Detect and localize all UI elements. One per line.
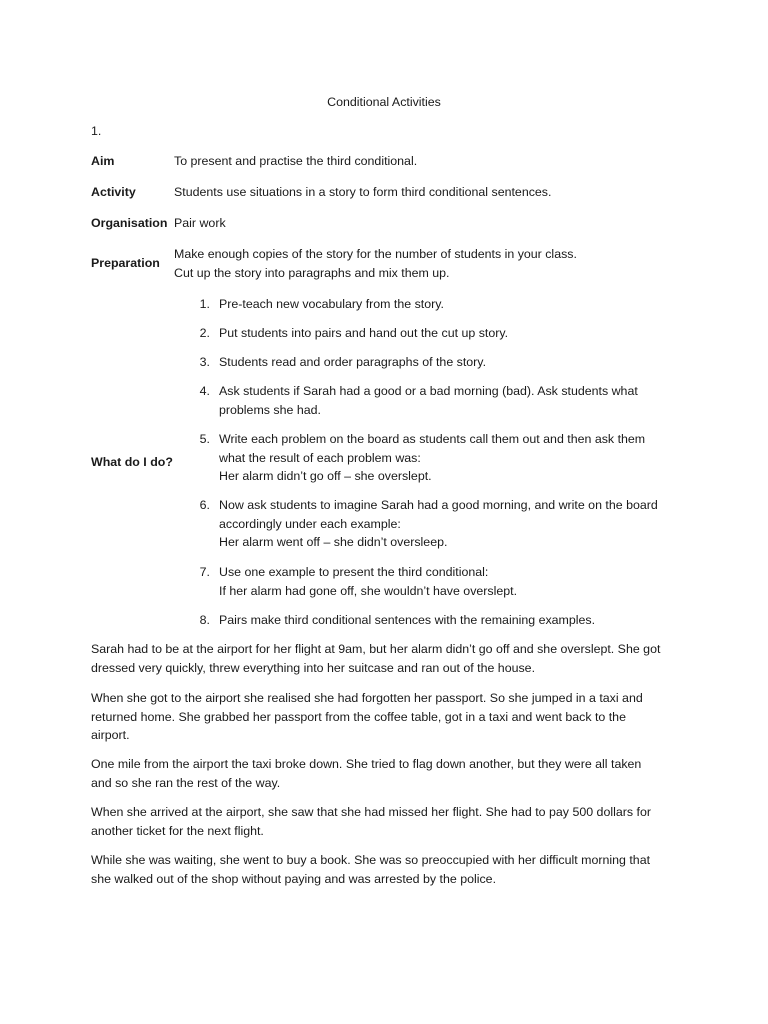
step-line: Put students into pairs and hand out the cut up story. [219,326,509,340]
step-line: Pre-teach new vocabulary from the story. [219,297,444,311]
step-line: Her alarm went off – she didn’t oversleep. [219,535,448,549]
story-line: One mile from the airport the taxi broke down. She tried to flag down another, but they were all taken [91,757,642,771]
section-number: 1. [91,124,102,138]
story-line: another ticket for the next flight. [91,823,264,838]
step-text [219,353,689,372]
step-number: 5. [199,432,210,446]
story-line: she walked out of the shop without paying and was arrested by the police. [91,871,497,886]
step-number: 3. [199,355,210,369]
story-paragraph [91,640,691,677]
story-line: returned home. She grabbed her passport from the coffee table, got in a taxi and went back to the [91,709,626,724]
step-number: 1. [199,297,210,311]
aim-label: Aim [91,154,115,168]
story-line: When she arrived at the airport, she saw that she had missed her flight. She had to pay 500 dollars for [91,805,651,819]
what-do-i-do-label: What do I do? [91,455,173,469]
step-line: Now ask students to imagine Sarah had a good morning, and write on the board [219,498,658,512]
step-text [219,382,689,419]
organisation-label: Organisation [91,216,168,230]
step-line: Pairs make third conditional sentences with the remaining examples. [219,613,596,627]
step-line: Her alarm didn’t go off – she overslept. [219,469,432,483]
step-number: 4. [199,384,210,398]
preparation-line: Cut up the story into paragraphs and mix them up. [174,265,450,280]
step-number: 6. [199,498,210,512]
step-text [219,324,689,343]
preparation-label: Preparation [91,256,160,270]
preparation-line: Make enough copies of the story for the number of students in your class. [174,247,577,261]
activity-text: Students use situations in a story to form third conditional sentences. [174,185,552,199]
step-line: accordingly under each example: [219,516,401,531]
story-paragraph [91,803,691,840]
step-line: Ask students if Sarah had a good or a bad morning (bad). Ask students what [219,384,638,398]
story-line: Sarah had to be at the airport for her flight at 9am, but her alarm didn’t go off and she overslept. She got [91,642,661,656]
step-text [219,430,689,486]
step-number: 7. [199,565,210,579]
story-line: airport. [91,728,130,742]
preparation-text [174,245,694,282]
organisation-text: Pair work [174,216,226,230]
story-paragraph [91,755,691,792]
aim-text: To present and practise the third conditional. [174,154,418,168]
story-line: dressed very quickly, threw everything into her suitcase and ran out of the house. [91,660,536,675]
step-line: problems she had. [219,402,321,417]
step-line: Students read and order paragraphs of the story. [219,355,487,369]
story-line: While she was waiting, she went to buy a book. She was so preoccupied with her difficult morning that [91,853,651,867]
step-line: Write each problem on the board as students call them out and then ask them [219,432,646,446]
step-line: If her alarm had gone off, she wouldn’t have overslept. [219,583,518,598]
step-text [219,496,689,552]
step-line: Use one example to present the third conditional: [219,565,489,579]
document-title: Conditional Activities [327,95,441,109]
story-line: and so she ran the rest of the way. [91,775,281,790]
story-paragraph [91,689,691,745]
story-paragraph [91,851,691,888]
step-line: what the result of each problem was: [219,450,421,465]
step-number: 8. [199,613,210,627]
step-text [219,295,689,314]
step-text [219,611,689,630]
step-number: 2. [199,326,210,340]
activity-label: Activity [91,185,136,199]
step-text [219,563,689,600]
story-line: When she got to the airport she realised she had forgotten her passport. So she jumped in a taxi and [91,691,643,705]
